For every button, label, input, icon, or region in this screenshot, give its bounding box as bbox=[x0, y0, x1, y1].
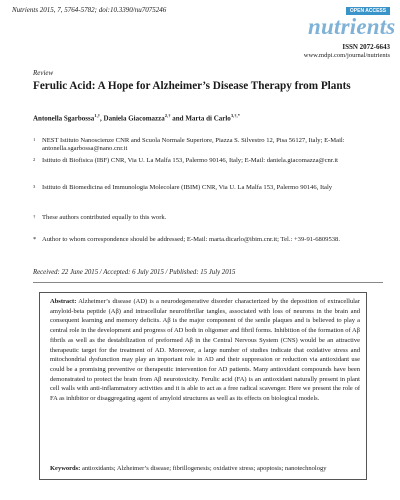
affiliation-number: 2 bbox=[33, 157, 36, 162]
affiliation bbox=[33, 184, 373, 192]
article-section: Review bbox=[33, 69, 54, 77]
issn: ISSN 2072-6643 bbox=[342, 43, 390, 51]
abstract-label: Abstract: bbox=[50, 298, 77, 305]
note-text: Author to whom correspondence should be addressed; E-Mail: marta.dicarlo@ibim.cnr.it; Tel.: +39-91-6809538. bbox=[42, 236, 340, 243]
keywords bbox=[50, 464, 360, 474]
affiliation-number: 3 bbox=[33, 184, 36, 189]
affiliation bbox=[33, 157, 373, 165]
author-name: Daniela Giacomazza bbox=[103, 114, 165, 123]
author-list bbox=[33, 113, 383, 122]
author-separator: and bbox=[172, 114, 184, 123]
keywords-label: Keywords: bbox=[50, 465, 81, 472]
journal-citation: Nutrients 2015, 7, 5764-5782; doi:10.3390/nu7075246 bbox=[12, 6, 167, 14]
note-mark: * bbox=[33, 236, 37, 243]
open-access-badge: OPEN ACCESS bbox=[346, 7, 390, 15]
author-affiliation-mark: 3,†,* bbox=[230, 113, 240, 118]
keywords-text: antioxidants; Alzheimer’s disease; fibrillogenesis; oxidative stress; apoptosis; nanotechnology bbox=[81, 465, 327, 472]
affiliation bbox=[33, 137, 373, 154]
article-title: Ferulic Acid: A Hope for Alzheimer’s Disease Therapy from Plants bbox=[33, 80, 351, 92]
correspondence-note bbox=[33, 236, 373, 244]
affiliation-text: NEST Istituto Nanoscienze CNR and Scuola Normale Superiore, Piazza S. Silvestro 12, Pisa 56127, Italy; E-Mail: antonella.sgarbossa@nano.cnr.it bbox=[42, 137, 345, 153]
author-separator: , bbox=[100, 114, 102, 123]
affiliation-number: 1 bbox=[33, 137, 36, 142]
affiliation-text: Istituto di Biofisica (IBF) CNR, Via U. La Malfa 153, Palermo 90146, Italy; E-Mail: daniela.giacomazza@cnr.it bbox=[42, 157, 338, 164]
journal-website[interactable]: www.mdpi.com/journal/nutrients bbox=[303, 52, 390, 59]
equal-contribution-note bbox=[33, 214, 373, 222]
note-text: These authors contributed equally to this work. bbox=[42, 214, 167, 221]
author-affiliation-mark: 1,† bbox=[94, 113, 101, 118]
journal-logo: nutrients bbox=[308, 14, 396, 39]
author-name: Marta di Carlo bbox=[185, 114, 231, 123]
abstract bbox=[50, 297, 360, 404]
author-affiliation-mark: 2,† bbox=[164, 113, 171, 118]
affiliation-text: Istituto di Biomedicina ed Immunologia Molecolare (IBIM) CNR, Via U. La Malfa 153, Palermo 90146, Italy bbox=[42, 184, 333, 191]
publication-dates: Received: 22 June 2015 / Accepted: 6 July 2015 / Published: 15 July 2015 bbox=[33, 269, 236, 276]
author-name: Antonella Sgarbossa bbox=[33, 114, 95, 123]
note-mark: † bbox=[33, 214, 36, 219]
abstract-text: Alzheimer’s disease (AD) is a neurodegenerative disorder characterized by the deposition of extracellular amyloid-beta peptide (Aβ) and intracellular neurofibrillar tangles, associated with loss of neurons in the brain and consequent learning and memory deficits. Aβ is the major component of the senile plaques and is believed to play a central role in the development and progress of AD both in oligomer and fibril forms. Inhibition of the formation of Aβ fibrils as well as the destabilization of preformed Aβ in the Central Nervous System (CNS) would be an attractive therapeutic target for the treatment of AD. Moreover, a large number of studies indicate that oxidative stress and mitochondrial dysfunction may play an important role in AD and their suppression or reduction via antioxidant use could be a promising preventive or therapeutic intervention for AD patients. Many antioxidant compounds have been demonstrated to protect the brain from Aβ neurotoxicity. Ferulic acid (FA) is an antioxidant naturally present in plant cell walls with anti-inflammatory activities and it is able to act as a free radical scavenger. Here we present the role of FA as inhibitor or disaggregating agent of amyloid structures as well as its effects on biological models. bbox=[50, 298, 360, 403]
divider bbox=[33, 282, 383, 283]
